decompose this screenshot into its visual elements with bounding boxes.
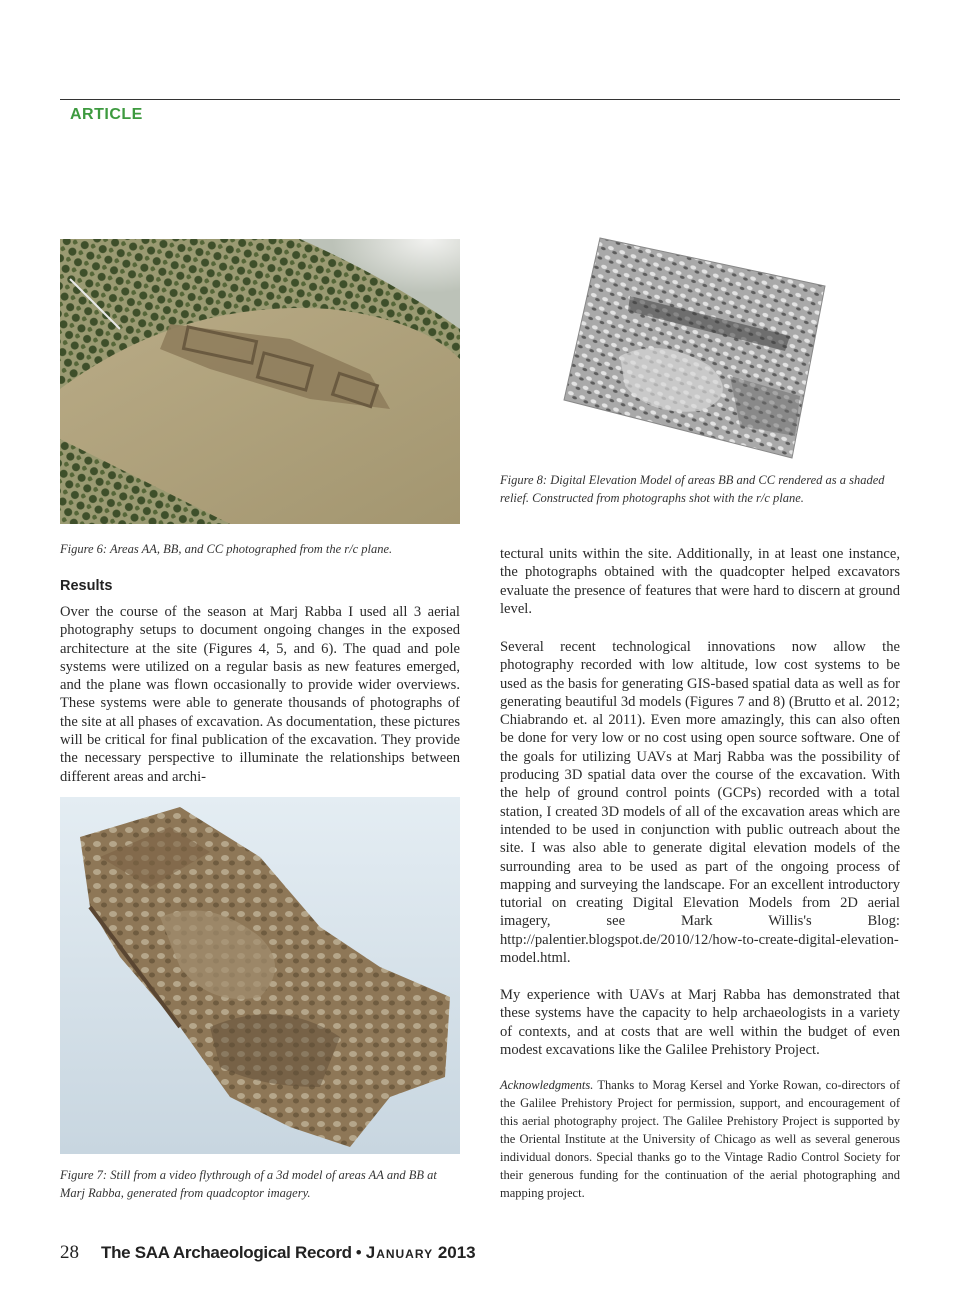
right-paragraph-3: My experience with UAVs at Marj Rabba has demonstrated that these systems have the capacity to help archaeologists in a variety of contexts, and at costs that are well within the budget of even modest excavations like the Galilee Prehistory Project. (500, 987, 900, 1058)
right-paragraph-1: tectural units within the site. Additionally, in at least one instance, the photographs obtained with the quadcopter helped excavators evaluate the presence of features that were hard to discern at ground level. (500, 546, 900, 617)
footer-separator: • (355, 1243, 362, 1262)
results-paragraph: Over the course of the season at Marj Rabba I used all 3 aerial photography setups to document ongoing changes in the exposed architecture at the site (Figures 4, 5, and 6). The quad and pole systems were utilized on a regular basis as new features emerged, and the plane was flown occasionally to provide wider overviews. These systems were able to generate thousands of photographs of the site at all phases of excavation. As documentation, these pictures will be critical for final publication of the excavation. They provide the necessary perspective to illuminate the relationships between different areas and archi- (60, 604, 460, 785)
section-label: ARTICLE (70, 106, 143, 123)
publication-title: The SAA Archaeological Record (101, 1243, 352, 1262)
right-paragraph-2: Several recent technological innovations now allow the photography recorded with low altitude, low cost systems to be used as the basis for generating GIS-based spatial data as well as for generating beautiful 3d models (Figures 7 and 8) (Brutto et al. 2012; Chiabrando et. al 2011). Even more amazingly, this can also often be done for very low or no cost using open source software. One of the goals for utilizing UAVs at Marj Rabba was the possibility of producing 3D spatial data over the course of the excavation. With the help of ground control points (GCPs) recorded with a total station, I created 3D models of all of the excavation areas which are intended to be used in conjunction with public outreach about the site. I was also able to generate digital elevation models of the surrounding area to be used as part of the ongoing process of mapping and surveying the landscape. For an excellent introductory tutorial on creating Digital Elevation Models from 2D aerial imagery, see Mark Willis's Blog: http://palentier.blogspot.de/2010/12/how-to-create-digital-elevation-model.html. (500, 639, 900, 967)
figure-7-image (60, 797, 460, 1154)
acknowledgments (500, 1076, 900, 1202)
page-number: 28 (60, 1242, 79, 1263)
page-footer (60, 1242, 476, 1264)
figure-6-caption: Figure 6: Areas AA, BB, and CC photographed from the r/c plane. (60, 542, 393, 556)
figure-8-image (560, 236, 830, 460)
issue-year: 2013 (437, 1243, 476, 1262)
results-heading: Results (60, 578, 113, 594)
figure-6-image (60, 239, 460, 524)
acknowledgments-text: Thanks to Morag Kersel and Yorke Rowan, co-directors of the Galilee Prehistory Project for permission, support, and encouragement of this aerial photography project. The Galilee Prehistory Project is supported by the Oriental Institute at the University of Chicago as well as several generous individual donors. Special thanks go to the Vintage Radio Control Society for their generous funding for the continuation of the aerial photographing and mapping project. (500, 1078, 900, 1200)
acknowledgments-label: Acknowledgments. (500, 1078, 594, 1092)
figure-7-caption: Figure 7: Still from a video flythrough of a 3d model of areas AA and BB at Marj Rabba, generated from quadcoptor imagery. (60, 1168, 437, 1200)
header-rule (60, 99, 900, 100)
figure-8-caption: Figure 8: Digital Elevation Model of areas BB and CC rendered as a shaded relief. Constructed from photographs shot with the r/c plane. (500, 473, 885, 505)
issue-month: January (365, 1243, 434, 1262)
